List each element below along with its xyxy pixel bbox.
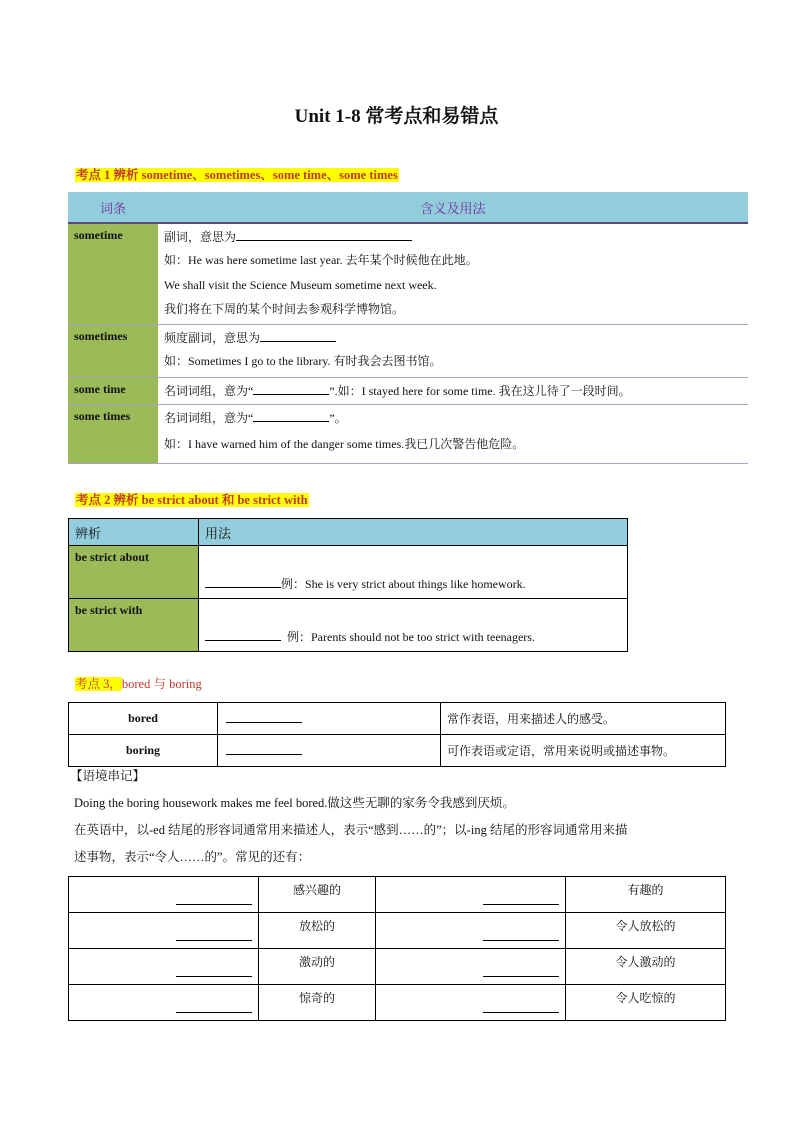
term-cell: be strict with [69, 599, 199, 652]
blank-cell [69, 877, 259, 913]
ed-meaning: 惊奇的 [259, 985, 376, 1021]
blank-cell [376, 877, 566, 913]
table-header-row [68, 192, 748, 223]
table-row [69, 735, 726, 767]
term-cell: boring [69, 735, 218, 767]
example-text: 如：Sometimes I go to the library. 有时我会去图书馆。 [164, 354, 442, 368]
table-row [69, 599, 628, 652]
blank-cell [218, 703, 441, 735]
usage-cell: 常作表语，用来描述人的感受。 [441, 703, 726, 735]
answer-blank[interactable] [253, 409, 329, 422]
usage-cell [199, 599, 628, 652]
point1-heading-label: 考点 1 辨析 [76, 168, 142, 182]
usage-text: 名词词组，意为“ [164, 411, 254, 425]
answer-blank[interactable] [483, 1000, 559, 1013]
blank-cell [69, 913, 259, 949]
table-row [69, 985, 726, 1021]
table-row [68, 325, 748, 378]
usage-cell [158, 223, 748, 325]
blank-cell [69, 985, 259, 1021]
answer-blank[interactable] [226, 742, 302, 755]
header-usage: 含义及用法 [158, 192, 748, 223]
blank-cell [376, 985, 566, 1021]
table-row [68, 405, 748, 464]
table-row [69, 703, 726, 735]
term-cell: sometimes [68, 325, 158, 378]
point2-heading [75, 491, 309, 509]
usage-text: 名词词组，意为“ [164, 384, 254, 398]
example-text: 例：She is very strict about things like homework. [281, 577, 526, 591]
answer-blank[interactable] [260, 329, 336, 342]
point3-table [68, 702, 726, 767]
usage-cell [199, 546, 628, 599]
point2-heading-label: 考点 2 辨析 be strict about 和 be strict with [76, 493, 308, 507]
ed-meaning: 放松的 [259, 913, 376, 949]
header-usage: 用法 [199, 519, 628, 546]
adjective-pairs-table [68, 876, 726, 1021]
usage-text-end: ”。 [329, 411, 347, 425]
point2-table [68, 518, 628, 652]
ed-meaning: 激动的 [259, 949, 376, 985]
usage-text: 副词，意思为 [164, 230, 237, 244]
answer-blank[interactable] [176, 892, 252, 905]
point3-heading [75, 675, 202, 693]
ed-meaning: 感兴趣的 [259, 877, 376, 913]
answer-blank[interactable] [176, 1000, 252, 1013]
table-header-row [69, 519, 628, 546]
context-sentence: Doing the boring housework makes me feel bored.做这些无聊的家务令我感到厌烦。 [74, 796, 515, 810]
answer-blank[interactable] [253, 382, 329, 395]
header-term: 词条 [68, 192, 158, 223]
table-row [69, 546, 628, 599]
ing-meaning: 令人激动的 [566, 949, 726, 985]
example-text: 如：He was here sometime last year. 去年某个时候他在此地。 [164, 253, 478, 267]
answer-blank[interactable] [483, 892, 559, 905]
ing-meaning: 令人吃惊的 [566, 985, 726, 1021]
table-row [68, 223, 748, 325]
blank-cell [218, 735, 441, 767]
explanation-line: 在英语中，以-ed 结尾的形容词通常用来描述人，表示“感到……的”；以-ing 结尾的形容词通常用来描 [74, 823, 628, 837]
example-text: 例：Parents should not be too strict with teenagers. [281, 630, 535, 644]
page-title: Unit 1-8 常考点和易错点 [294, 106, 499, 127]
answer-blank[interactable] [236, 228, 412, 241]
explanation-line: 述事物，表示“令人……的”。常见的还有： [74, 850, 311, 864]
point1-heading-terms: sometime、sometimes、some time、some times [141, 168, 398, 182]
table-row [68, 378, 748, 405]
answer-blank[interactable] [226, 710, 302, 723]
example-text: ”.如：I stayed here for some time. 我在这儿待了一段时间。 [329, 384, 631, 398]
usage-cell [158, 378, 748, 405]
context-label: 【语境串记】 [70, 769, 146, 783]
table-row [69, 877, 726, 913]
answer-blank[interactable] [205, 575, 281, 588]
table-row [69, 913, 726, 949]
term-cell: sometime [68, 223, 158, 325]
usage-text: 频度副词，意思为 [164, 331, 261, 345]
term-cell: bored [69, 703, 218, 735]
usage-cell [158, 325, 748, 378]
blank-cell [69, 949, 259, 985]
blank-cell [376, 913, 566, 949]
point3-heading-label: 考点 3， [75, 677, 122, 691]
example-text: 如：I have warned him of the danger some times.我已几次警告他危险。 [164, 437, 525, 451]
usage-cell: 可作表语或定语，常用来说明或描述事物。 [441, 735, 726, 767]
usage-cell [158, 405, 748, 464]
ing-meaning: 有趣的 [566, 877, 726, 913]
point1-table [68, 192, 748, 464]
blank-cell [376, 949, 566, 985]
answer-blank[interactable] [176, 928, 252, 941]
point1-heading [75, 166, 399, 184]
answer-blank[interactable] [205, 628, 281, 641]
term-cell: be strict about [69, 546, 199, 599]
term-cell: some times [68, 405, 158, 464]
answer-blank[interactable] [176, 964, 252, 977]
header-distinction: 辨析 [69, 519, 199, 546]
example-text: 我们将在下周的某个时间去参观科学博物馆。 [164, 302, 405, 316]
point3-heading-terms: bored 与 boring [121, 677, 202, 691]
term-cell: some time [68, 378, 158, 405]
answer-blank[interactable] [483, 928, 559, 941]
example-text: We shall visit the Science Museum sometime next week. [164, 278, 437, 292]
ing-meaning: 令人放松的 [566, 913, 726, 949]
table-row [69, 949, 726, 985]
answer-blank[interactable] [483, 964, 559, 977]
